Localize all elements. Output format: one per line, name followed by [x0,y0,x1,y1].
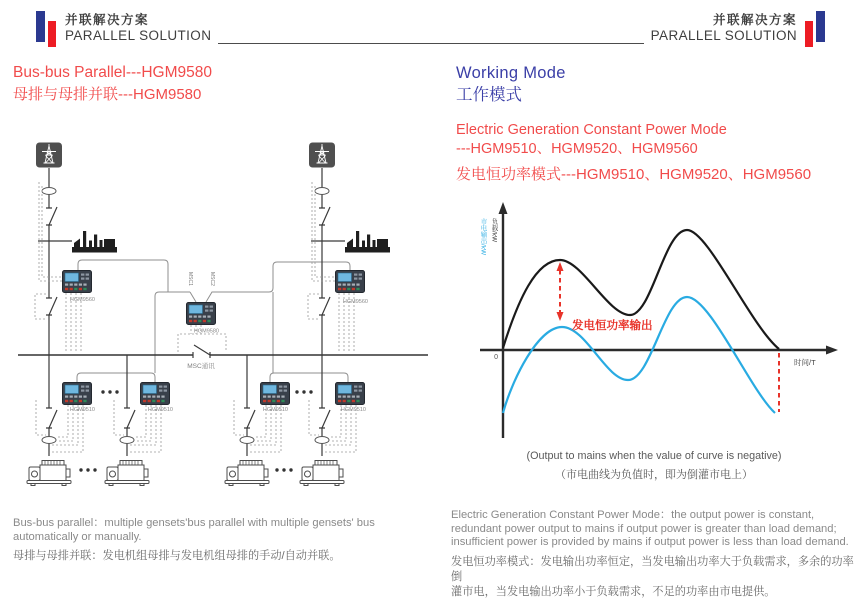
working-mode-zh: 工作模式 [456,86,522,104]
brand-bar-red [805,21,813,47]
mode-title [456,121,811,184]
header-rule [430,43,644,44]
genset-controller-label: HGM9510 [147,407,173,413]
left-title-en: Bus-bus Parallel---HGM9580 [13,64,212,81]
working-mode-en: Working Mode [456,64,566,82]
constant-power-annotation: 发电恒功率输出 [572,320,653,332]
x-axis-arrow-icon [826,346,838,355]
msc-comm-label: MSC通讯 [187,363,215,370]
mains-output-curve [503,297,775,413]
mode-title-en-1: Electric Generation Constant Power Mode [456,122,727,138]
header-left [36,8,432,50]
mains-incomer-right [308,143,390,356]
constant-power-mode-chart [450,190,860,452]
header-title-en: PARALLEL SOLUTION [650,28,797,43]
genset-branch-2 [105,355,170,486]
constant-power-description [451,509,855,600]
desc-line: automatically or manually. [13,530,142,543]
constant-power-arrow [557,262,564,321]
mains-incomer-left [35,143,117,356]
desc-line: insufficient power is provided by mains if output power is less than load demand. [451,536,849,549]
working-mode-title [456,62,566,106]
desc-line: 母排与母排并联：发电机组母排与发电机组母排的手动/自动并联。 [13,550,341,563]
desc-line: 灌市电，当发电输出功率小于负载需求，不足的功率由市电提供。 [451,585,776,598]
desc-line: 发电恒功率模式：发电输出功率恒定，当发电输出功率大于负载需求，多余的功率倒 [451,555,854,583]
brand-flag-icon [36,8,58,50]
header-title-zh: 并联解决方案 [65,13,150,27]
bus-bus-parallel-diagram [0,138,445,502]
genset-controller-label: HGM9510 [340,407,366,413]
brand-bar-red [48,21,56,47]
chart-caption [450,450,858,482]
y-axis-label-load: 负载/kW [490,218,498,243]
mode-title-zh: 发电恒功率模式---HGM9510、HGM9520、HGM9560 [456,166,812,183]
brand-bar-blue [36,11,45,42]
brand-flag-icon [804,8,826,50]
header-right [430,8,826,50]
chart-caption-en: (Output to mains when the value of curve is negative) [526,450,782,462]
desc-line: Bus-bus parallel：multiple gensets'bus parallel with multiple gensets' bus [13,517,375,529]
desc-line: Electric Generation Constant Power Mode：the output power is constant, [451,509,815,521]
header-title-en: PARALLEL SOLUTION [65,28,212,43]
genset-branch-4 [300,355,365,486]
header-title-zh: 并联解决方案 [712,13,797,27]
msc1-label: MSC1 [187,272,193,286]
brand-bar-blue [816,11,825,42]
origin-label: 0 [494,354,498,361]
left-section-title [13,62,212,106]
tie-controller-label: HGM9580 [193,328,219,335]
x-axis-label: 时间/T [794,358,816,367]
y-axis-label-mains: 市电输出/kW [479,218,487,256]
bus-bus-description [13,517,443,564]
bus-tie-controller-icon [187,303,216,325]
desc-line: redundant power output to mains if output power is greater than load demand; [451,522,837,535]
mode-title-en-2: ---HGM9510、HGM9520、HGM9560 [456,141,698,157]
genset-controller-label: HGM9510 [262,407,288,413]
y-axis-arrow-icon [499,202,508,214]
genset-branch-1 [27,355,92,486]
header-rule [218,43,432,44]
genset-branch-3 [225,355,290,486]
left-title-zh: 母排与母排并联---HGM9580 [13,86,202,103]
mains-controller-label: HGM9560 [69,297,95,303]
chart-caption-zh: （市电曲线为负值时，即为倒灌市电上） [555,469,753,481]
msc2-label: MSC2 [209,272,215,286]
genset-controller-label: HGM9510 [69,407,95,413]
mains-controller-label: HGM9560 [342,299,368,305]
